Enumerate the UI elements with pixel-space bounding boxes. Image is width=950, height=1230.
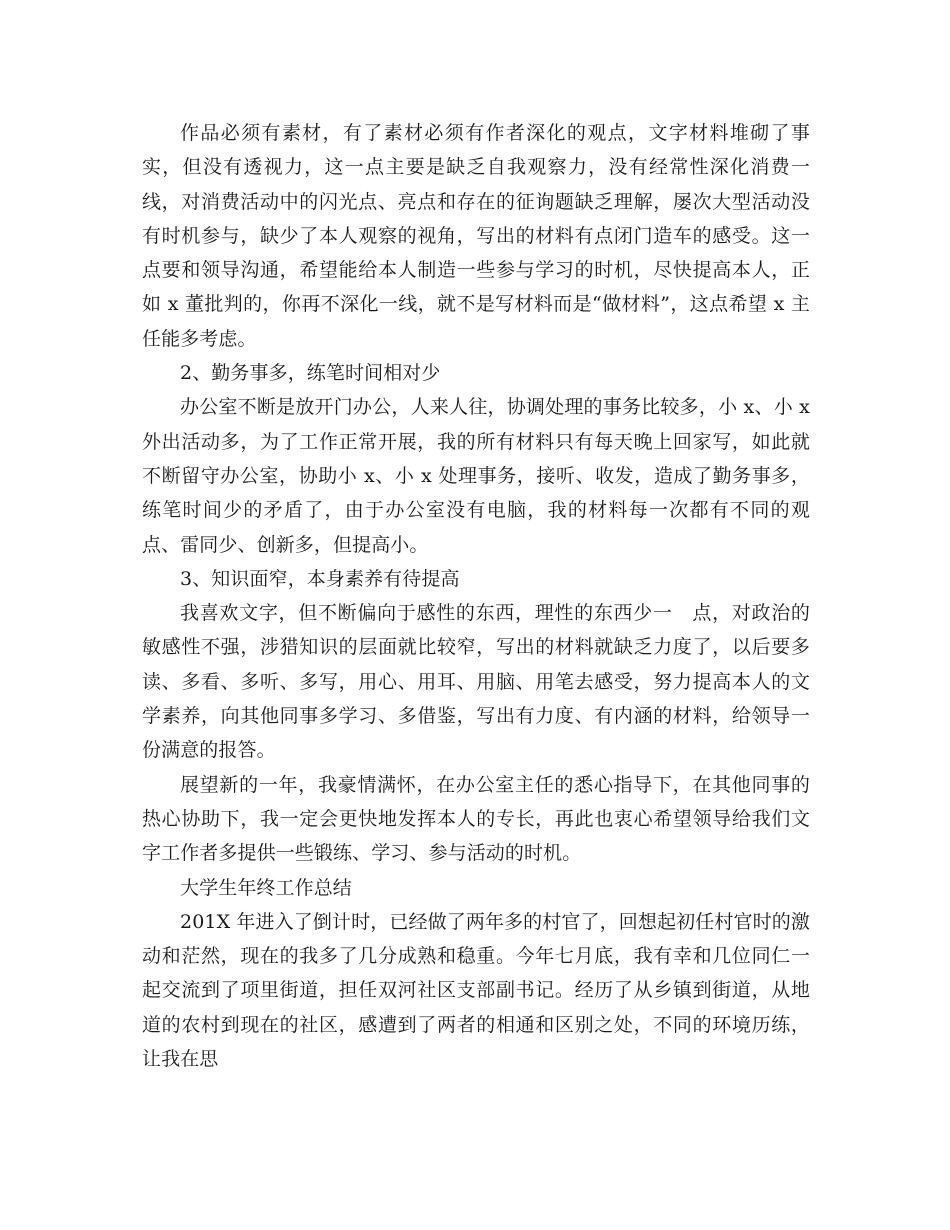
- paragraph-office-duties: 办公室不断是放开门办公，人来人往，协调处理的事务比较多，小 x、小 x 外出活动多，为了工作正常开展，我的所有材料只有每天晚上回家写，如此就不断留守办公室，协助小 x、小 x 处理事务，接听、收发，造成了勤务事多，练笔时间少的矛盾了，由于办公室没有电脑，我的材料每一次都有不同的观点、雷同少、创新多，但提高小。: [142, 396, 810, 556]
- section-heading-duties: 2、勤务事多，练笔时间相对少: [180, 362, 441, 385]
- document-title-year-end-summary: 大学生年终工作总结: [180, 876, 352, 899]
- paragraph-outlook: 展望新的一年，我豪情满怀，在办公室主任的悉心指导下，在其他同事的热心协助下，我一定会更快地发挥本人的专长，再此也衷心希望领导给我们文字工作者多提供一些锻练、学习、参与活动的时机。: [142, 773, 810, 865]
- paragraph-village-official: 201X 年进入了倒计时，已经做了两年多的村官了，回想起初任村官时的激动和茫然，现在的我多了几分成熟和稳重。今年七月底，我有幸和几位同仁一起交流到了项里街道，担任双河社区支部副书记。经历了从乡镇到街道，从地道的农村到现在的社区，感遭到了两者的相通和区别之处，不同的环境历练，让我在思: [142, 910, 810, 1071]
- paragraph-material-viewpoint: 作品必须有素材，有了素材必须有作者深化的观点，文字材料堆砌了事实，但没有透视力，这一点主要是缺乏自我观察力，没有经常性深化消费一线，对消费活动中的闪光点、亮点和存在的征询题缺乏理解，屡次大型活动没有时机参与，缺少了本人观察的视角，写出的材料有点闭门造车的感受。这一点要和领导沟通，希望能给本人制造一些参与学习的时机，尽快提高本人，正如 x 董批判的，你再不深化一线，就不是写材料而是“做材料”，这点希望 x 主任能多考虑。: [142, 122, 810, 350]
- document-body: [142, 116, 810, 1076]
- paragraph-knowledge: 我喜欢文字，但不断偏向于感性的东西，理性的东西少一 点，对政治的敏感性不强，涉猎知识的层面就比较窄，写出的材料就缺乏力度了，以后要多读、多看、多听、多写，用心、用耳、用脑、用笔去感受，努力提高本人的文学素养，向其他同事多学习、多借鉴，写出有力度、有内涵的材料，给领导一份满意的报答。: [142, 602, 810, 762]
- section-heading-knowledge: 3、知识面窄，本身素养有待提高: [180, 567, 460, 590]
